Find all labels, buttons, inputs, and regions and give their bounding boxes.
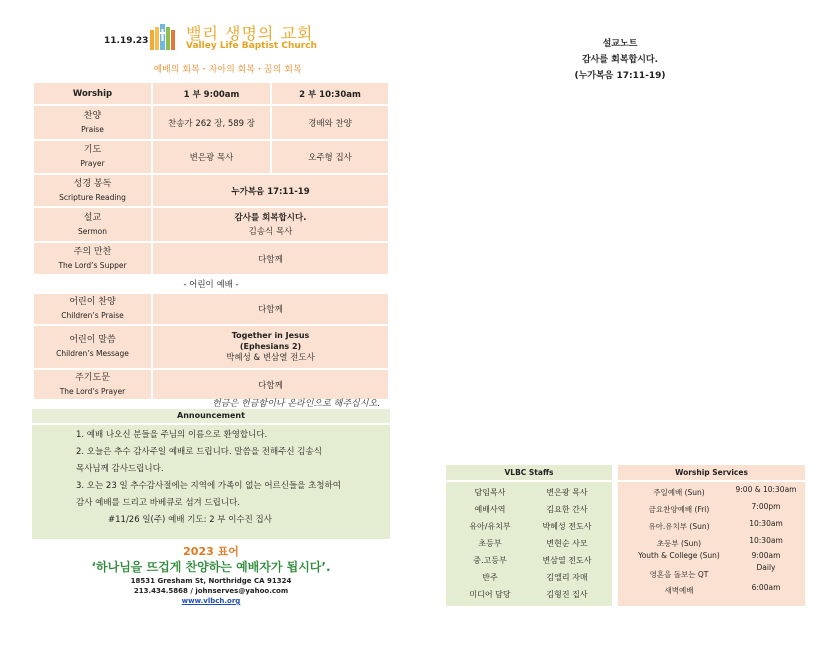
announcement-list: [76, 427, 381, 529]
kids-praise-value: 다함께: [153, 294, 388, 324]
table-row-lords-prayer: [34, 370, 388, 399]
prayer-second-service: 오주형 집사: [272, 141, 388, 173]
worship-order-table: [32, 81, 390, 401]
kids-message-speakers: 박혜성 & 변삼열 전도사: [226, 352, 315, 363]
worship-services-title: Worship Services: [675, 468, 748, 477]
year-motto-theme: ‘하나님을 뜨겁게 찬양하는 예배자가 됩시다’.: [91, 560, 331, 574]
church-address: 18531 Gresham St, Northridge CA 91324: [130, 577, 292, 585]
sermon-notes: [540, 36, 700, 84]
table-row-praise: [34, 106, 388, 139]
church-website-link[interactable]: www.vlbch.org: [181, 597, 241, 605]
row-label: 주의 만찬 The Lord’s Supper: [34, 243, 151, 274]
church-name-english: Valley Life Baptist Church: [186, 41, 317, 51]
row-label: 기도 Prayer: [34, 141, 151, 173]
row-label: 어린이 말씀 Children’s Message: [34, 326, 151, 368]
row-label: 주기도문 The Lord’s Prayer: [34, 370, 151, 399]
prayer-first-service: 변은광 목사: [153, 141, 270, 173]
table-header-row: [34, 83, 388, 104]
col-worship-header: Worship: [34, 83, 151, 104]
sermon-notes-title: 설교노트: [602, 39, 638, 49]
table-row-supper: [34, 243, 388, 274]
praise-second-service: 경배와 찬양: [272, 106, 388, 139]
kids-message-cell: [153, 326, 388, 368]
church-motto: 예배의 회복・자아의 회복・꿈의 회복: [153, 65, 302, 75]
sermon-preacher: 김송식 목사: [248, 226, 293, 237]
church-phone-email: 213.434.5868 / johnserves@yahoo.com: [133, 587, 289, 595]
worship-services-box: Worship Services 주일예배 (Sun) 9:00 & 10:30am 금요찬양예배 (Fri) 7:00pm 유아.유치부 (Sun) 10:30am 초등부 (Sun) 10:30am Youth & College (Sun) 9:00am 영혼을 돌보는 QT Daily 새벽예배 6:00am: [618, 465, 805, 606]
row-label: 성경 봉독 Scripture Reading: [34, 175, 151, 206]
announcement-item: 목사님께 감사드립니다.: [76, 464, 164, 474]
staff-title: VLBC Staffs: [504, 468, 554, 477]
kids-header: - 어린이 예배 -: [34, 276, 388, 292]
announcement-item: 감사 예배를 드리고 바베큐로 섬겨 드립니다.: [76, 498, 241, 508]
kids-divider-row: [34, 276, 388, 292]
row-label: 찬양 Praise: [34, 106, 151, 139]
sermon-notes-reference: (누가복음 17:11-19): [574, 71, 666, 81]
church-name-korean: 밸리 생명의 교회: [186, 24, 314, 43]
church-contact: [32, 576, 390, 606]
col-first-service-header: 1 부 9:00am: [153, 83, 270, 104]
sermon-cell: [153, 208, 388, 241]
church-logo-icon: [150, 24, 180, 50]
announcement-item: 1. 예배 나오신 분들을 주님의 이름으로 환영합니다.: [76, 430, 268, 440]
lords-prayer-value: 다함께: [153, 370, 388, 399]
supper-value: 다함께: [153, 243, 388, 274]
table-row-kids-message: [34, 326, 388, 368]
table-row-sermon: [34, 208, 388, 241]
announcement-box: [32, 425, 390, 539]
kids-message-title: Together in Jesus: [231, 330, 310, 340]
table-row-prayer: [34, 141, 388, 173]
year-motto-label: 2023 표어: [183, 545, 239, 558]
announcement-item: 2. 오늘은 추수 감사주일 예배로 드립니다. 말씀을 전해주신 김송식: [76, 447, 322, 457]
bulletin-date: 11.19.23: [104, 36, 149, 46]
col-second-service-header: 2 부 10:30am: [272, 83, 388, 104]
praise-first-service: 찬송가 262 장, 589 장: [153, 106, 270, 139]
announcement-title: Announcement: [32, 409, 390, 423]
announcement-item: #11/26 일(주) 예배 기도: 2 부 이수진 집사: [108, 515, 272, 525]
staff-box: VLBC Staffs 담임목사 변은광 목사 예배사역 김요한 간사 유아/유치부 박혜성 전도사 초등부 변현순 사모 중.고등부 변삼열 전도사 반주 김엘리 자매 미디어 담당 김형진 집사: [446, 465, 612, 606]
row-label: 어린이 찬양 Children’s Praise: [34, 294, 151, 324]
table-row-scripture: [34, 175, 388, 206]
sermon-notes-sermon-title: 감사를 회복합시다.: [581, 55, 659, 65]
scripture-reference: 누가복음 17:11-19: [153, 175, 388, 206]
divider: [446, 480, 612, 482]
announcement-item: 3. 오는 23 일 추수감사절에는 지역에 가족이 없는 어르신들을 초청하여: [76, 481, 341, 491]
divider: [618, 480, 805, 482]
row-label: 설교 Sermon: [34, 208, 151, 241]
table-row-kids-praise: [34, 294, 388, 324]
offering-note: 헌금은 헌금함이나 온라인으로 해주십시오.: [212, 399, 380, 409]
sermon-title: 감사를 회복합시다.: [234, 212, 307, 223]
kids-message-reference: (Ephesians 2): [239, 341, 302, 351]
